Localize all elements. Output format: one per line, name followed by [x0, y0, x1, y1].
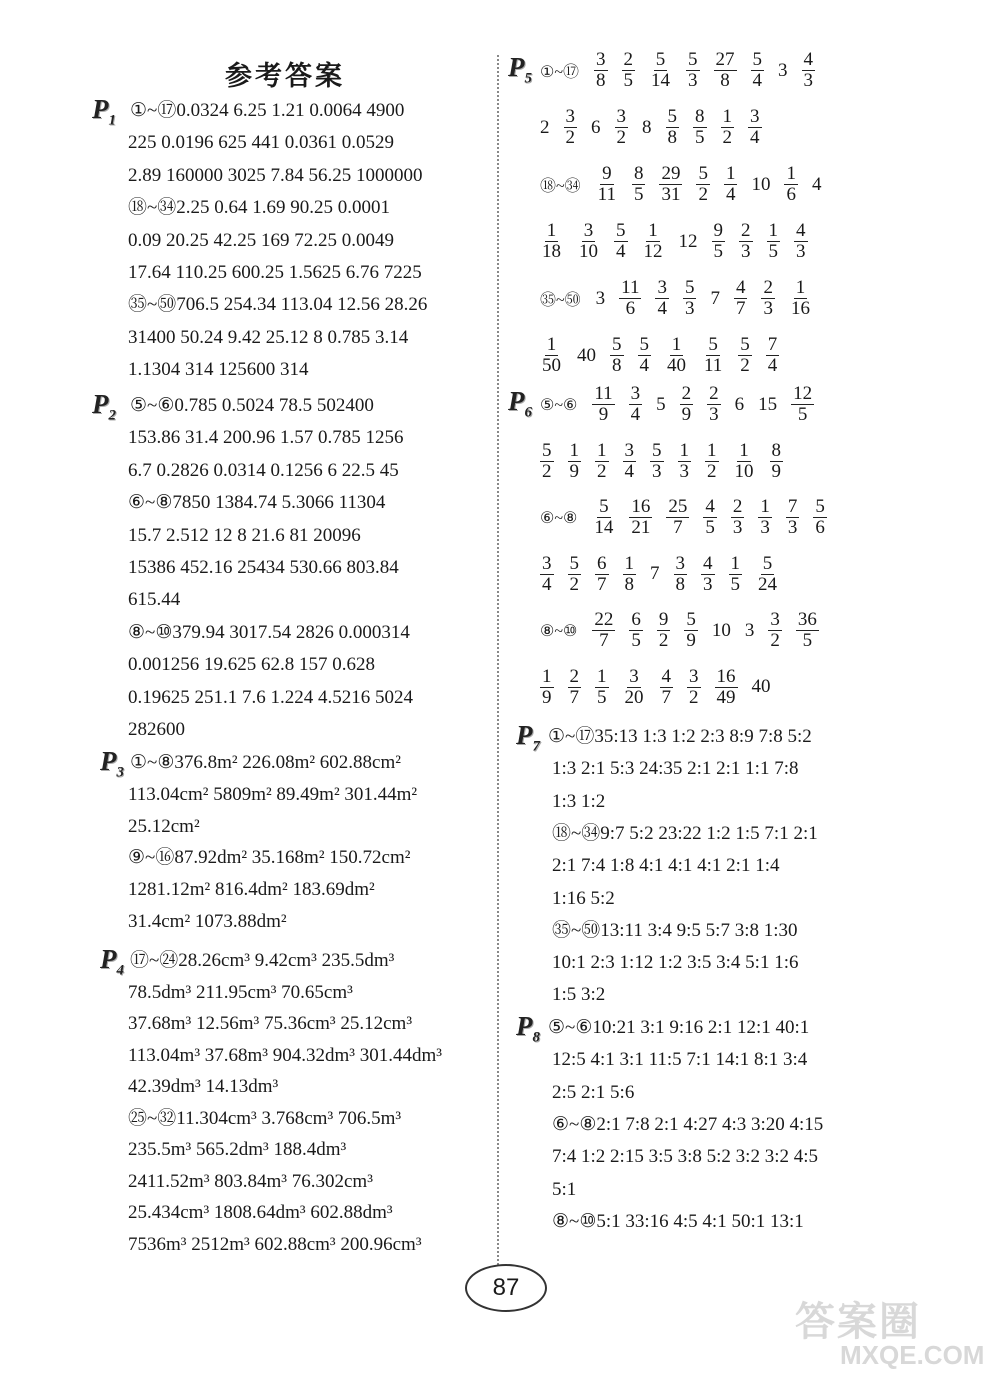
- fraction: 3 2: [565, 106, 575, 148]
- section-label-p1: $P_1$: [92, 94, 116, 129]
- fraction: 2 3: [709, 383, 719, 425]
- fraction-row: [540, 384, 814, 425]
- answer-line: 78.5dm³ 211.95cm³ 70.65cm³: [128, 981, 353, 1003]
- fraction: 4 3: [796, 220, 806, 262]
- answer-line: 225 0.0196 625 441 0.0361 0.0529: [128, 132, 394, 154]
- fraction: 3 4: [750, 106, 760, 148]
- whole-number: 40: [751, 676, 771, 697]
- fraction: 5 9: [686, 609, 696, 651]
- section-label-p8: $P_8$: [516, 1011, 540, 1046]
- fraction: 3 4: [630, 383, 641, 425]
- fraction: 5 4: [639, 334, 649, 376]
- answer-line: 15.7 2.512 12 8 21.6 81 20096: [128, 524, 361, 546]
- fraction-row: [540, 50, 815, 91]
- fraction: 5 2: [698, 163, 708, 205]
- answer-line: 153.86 31.4 200.96 1.57 0.785 1256: [128, 427, 404, 449]
- whole-number: 40: [577, 344, 596, 366]
- fraction: 2 3: [763, 277, 773, 319]
- answer-line: 2.89 160000 3025 7.84 56.25 1000000: [128, 164, 423, 186]
- range-marker: ①~⑰: [540, 64, 580, 81]
- answer-line: 0.19625 251.1 7.6 1.224 4.5216 5024: [128, 686, 413, 708]
- fraction: 1 5: [597, 665, 607, 708]
- answer-line: ①~⑰35:13 1:3 1:2 2:3 8:9 7:8 5:2: [548, 726, 812, 747]
- fraction: 22 7: [594, 609, 614, 651]
- answer-line: ①~⑰0.0324 6.25 1.21 0.0064 4900: [130, 100, 405, 121]
- watermark-logo: 答案圈: [795, 1299, 921, 1345]
- watermark-url: MXQE.COM: [840, 1340, 985, 1370]
- fraction: 5 2: [542, 439, 552, 482]
- whole-number: 3: [744, 619, 755, 641]
- fraction: 1 5: [730, 552, 740, 595]
- fraction: 1 50: [542, 334, 561, 376]
- fraction: 5 6: [815, 496, 825, 538]
- page-title: 参考答案: [225, 61, 345, 92]
- fraction: 11 6: [621, 277, 640, 319]
- fraction: 4 3: [803, 49, 814, 91]
- fraction: 6 7: [597, 552, 607, 595]
- answer-line: 31400 50.24 9.42 25.12 8 0.785 3.14: [128, 326, 409, 348]
- fraction: 5 2: [740, 334, 750, 376]
- fraction: 1 2: [707, 439, 717, 482]
- fraction-row: [540, 441, 783, 482]
- range-marker: ⑤~⑥: [540, 396, 578, 414]
- fraction: 5 3: [652, 439, 662, 482]
- answer-line: ㉕~㉜11.304cm³ 3.768cm³ 706.5m³: [128, 1107, 402, 1129]
- whole-number: 12: [678, 230, 698, 252]
- fraction: 5 8: [667, 106, 677, 148]
- whole-number: 3: [778, 59, 788, 81]
- fraction: 5 2: [569, 552, 579, 595]
- fraction: 1 8: [624, 552, 634, 595]
- answer-line: 7536m³ 2512m³ 602.88cm³ 200.96cm³: [128, 1233, 422, 1255]
- answer-line: 615.44: [128, 589, 181, 611]
- fraction: 5 14: [651, 49, 671, 91]
- fraction: 16 21: [631, 496, 651, 538]
- whole-number: 8: [642, 116, 652, 138]
- section-label-p3: $P_3$: [100, 746, 124, 781]
- fraction-row: [540, 335, 779, 376]
- answer-line: ⑥~⑧2:1 7:8 2:1 4:27 4:3 3:20 4:15: [552, 1113, 824, 1135]
- fraction: 4 7: [735, 277, 746, 319]
- whole-number: 5: [656, 393, 666, 415]
- fraction: 5 4: [616, 220, 626, 262]
- fraction: 25 7: [668, 496, 688, 538]
- fraction: 1 2: [722, 106, 732, 148]
- fraction: 3 10: [579, 220, 598, 262]
- page-number: 87: [465, 1264, 547, 1312]
- fraction: 1 16: [790, 277, 810, 319]
- whole-number: 3: [595, 287, 606, 309]
- fraction: 4 3: [703, 552, 713, 595]
- fraction: 2 3: [741, 220, 751, 262]
- answer-line: 0.09 20.25 42.25 169 72.25 0.0049: [128, 229, 394, 251]
- fraction: 11 9: [594, 383, 613, 425]
- range-marker: ⑱~㉞: [540, 178, 581, 195]
- fraction: 8 5: [633, 163, 644, 205]
- answer-line: 2:5 2:1 5:6: [552, 1081, 635, 1103]
- answer-line: 7:4 1:2 2:15 3:5 3:8 5:2 3:2 3:2 4:5: [552, 1146, 819, 1168]
- fraction: 3 2: [689, 665, 699, 708]
- answer-line: ⑰~㉔28.26cm³ 9.42cm³ 235.5dm³: [130, 950, 395, 971]
- whole-number: 4: [811, 173, 822, 195]
- fraction: 6 5: [631, 609, 641, 651]
- fraction: 4 5: [705, 496, 715, 538]
- range-marker: ⑧~⑩: [540, 622, 578, 640]
- fraction: 3 20: [624, 665, 644, 708]
- fraction-row: [540, 221, 808, 262]
- answer-line: 1:16 5:2: [552, 887, 615, 909]
- fraction: 1 3: [760, 496, 770, 538]
- whole-number: 2: [540, 116, 550, 138]
- range-marker: ㉟~㊿: [540, 292, 581, 309]
- fraction-row: [540, 497, 827, 538]
- whole-number: 6: [734, 393, 745, 415]
- answer-line: 12:5 4:1 3:1 11:5 7:1 14:1 8:1 3:4: [552, 1049, 808, 1071]
- fraction-row: [540, 107, 762, 148]
- answer-line: 2:1 7:4 1:8 4:1 4:1 4:1 2:1 1:4: [552, 855, 780, 877]
- fraction: 12 5: [793, 383, 813, 425]
- fraction: 1 3: [679, 439, 689, 482]
- section-label-p7: $P_7$: [516, 720, 540, 755]
- fraction: 5 3: [688, 49, 698, 91]
- fraction: 3 4: [657, 277, 667, 319]
- section-label-p5: $P_5$: [508, 52, 532, 87]
- whole-number: 10: [751, 173, 771, 195]
- fraction: 4 7: [661, 665, 671, 708]
- section-label-p4: $P_4$: [100, 944, 124, 979]
- fraction: 2 7: [569, 665, 579, 708]
- answer-line: 2411.52m³ 803.84m³ 76.302cm³: [128, 1170, 373, 1192]
- answer-line: 31.4cm² 1073.88dm²: [128, 911, 287, 932]
- answer-line: ⑧~⑩5:1 33:16 4:5 4:1 50:1 13:1: [552, 1210, 804, 1232]
- fraction-row: [540, 278, 812, 319]
- fraction: 1 12: [643, 220, 663, 262]
- section-label-p6: $P_6$: [508, 386, 532, 421]
- answer-line: ⑤~⑥10:21 3:1 9:16 2:1 12:1 40:1: [548, 1017, 810, 1038]
- fraction-row: [540, 554, 779, 595]
- range-marker: ⑥~⑧: [540, 509, 578, 527]
- fraction: 3 8: [596, 49, 606, 91]
- fraction: 3 2: [616, 106, 626, 148]
- fraction: 1 10: [734, 439, 754, 482]
- fraction: 5 4: [752, 49, 763, 91]
- answer-line: ⑥~⑧7850 1384.74 5.3066 11304: [128, 492, 386, 514]
- answer-line: ㉟~㊿706.5 254.34 113.04 12.56 28.26: [128, 294, 428, 316]
- fraction: 2 9: [681, 383, 692, 425]
- fraction: 3 2: [770, 609, 780, 651]
- fraction: 7 4: [767, 334, 778, 376]
- answer-line: 42.39dm³ 14.13dm³: [128, 1076, 279, 1097]
- answer-line: 1:3 1:2: [552, 790, 606, 812]
- fraction: 16 49: [716, 665, 736, 708]
- fraction: 7 3: [787, 496, 798, 538]
- fraction-row: [540, 164, 821, 205]
- fraction: 5 24: [758, 552, 777, 595]
- answer-line: 17.64 110.25 600.25 1.5625 6.76 7225: [128, 262, 422, 283]
- answer-line: 1:5 3:2: [552, 984, 606, 1006]
- fraction: 1 4: [725, 163, 736, 205]
- fraction: 5 11: [704, 334, 723, 376]
- answer-line: 15386 452.16 25434 530.66 803.84: [128, 557, 399, 578]
- whole-number: 7: [710, 287, 720, 309]
- fraction: 36 5: [797, 609, 817, 651]
- fraction: 9 11: [597, 163, 616, 205]
- whole-number: 7: [650, 563, 660, 584]
- answer-line: 25.12cm²: [128, 815, 200, 837]
- fraction: 3 4: [542, 552, 552, 595]
- answer-line: 37.68m³ 12.56m³ 75.36cm³ 25.12cm³: [128, 1013, 413, 1034]
- fraction: 1 9: [542, 665, 552, 708]
- answer-line: 6.7 0.2826 0.0314 0.1256 6 22.5 45: [128, 459, 399, 481]
- fraction: 5 14: [594, 496, 614, 538]
- fraction: 1 9: [569, 439, 579, 482]
- fraction-row: [540, 667, 771, 708]
- fraction: 1 18: [542, 220, 561, 262]
- fraction: 9 5: [713, 220, 723, 262]
- answer-line: ⑨~⑯87.92dm² 35.168m² 150.72cm²: [128, 847, 411, 869]
- whole-number: 10: [711, 619, 731, 641]
- answer-line: 1:3 2:1 5:3 24:35 2:1 2:1 1:1 7:8: [552, 758, 799, 780]
- answer-line: 282600: [128, 719, 185, 740]
- answer-line: 235.5m³ 565.2dm³ 188.4dm³: [128, 1139, 347, 1160]
- answer-line: 1.1304 314 125600 314: [128, 359, 309, 381]
- answer-line: ①~⑧376.8m² 226.08m² 602.88cm²: [130, 752, 401, 773]
- whole-number: 6: [591, 116, 601, 138]
- answer-line: ⑱~㉞9:7 5:2 23:22 1:2 1:5 7:1 2:1: [552, 822, 818, 844]
- whole-number: 15: [758, 393, 778, 415]
- fraction: 29 31: [661, 163, 681, 205]
- answer-line: 1281.12m² 816.4dm² 183.69dm²: [128, 879, 375, 901]
- answer-line: 25.434cm³ 1808.64dm³ 602.88dm³: [128, 1202, 393, 1223]
- answer-line: ⑧~⑩379.94 3017.54 2826 0.000314: [128, 621, 410, 643]
- fraction: 9 2: [658, 609, 669, 651]
- fraction: 3 4: [624, 439, 634, 482]
- answer-line: 10:1 2:3 1:12 1:2 3:5 3:4 5:1 1:6: [552, 952, 799, 974]
- fraction: 3 8: [675, 552, 685, 595]
- answer-line: 113.04m³ 37.68m³ 904.32dm³ 301.44dm³: [128, 1044, 442, 1066]
- answer-line: ⑤~⑥0.785 0.5024 78.5 502400: [130, 395, 374, 416]
- fraction: 2 3: [732, 496, 743, 538]
- answer-line: 5:1: [552, 1178, 577, 1200]
- fraction: 8 5: [695, 106, 705, 148]
- fraction: 5 3: [684, 277, 695, 319]
- column-divider: [497, 55, 499, 1265]
- fraction: 5 8: [612, 334, 622, 376]
- fraction: 8 9: [771, 439, 781, 482]
- answer-line: 0.001256 19.625 62.8 157 0.628: [128, 654, 375, 676]
- fraction: 2 5: [623, 49, 634, 91]
- fraction: 27 8: [715, 49, 735, 91]
- answer-line: ⑱~㉞2.25 0.64 1.69 90.25 0.0001: [128, 197, 391, 219]
- fraction: 1 2: [597, 439, 607, 482]
- fraction-row: [540, 610, 819, 651]
- answer-line: ㉟~㊿13:11 3:4 9:5 5:7 3:8 1:30: [552, 919, 798, 941]
- answer-line: 113.04cm² 5809m² 89.49m² 301.44m²: [128, 783, 418, 805]
- fraction: 1 40: [667, 334, 686, 376]
- fraction: 1 6: [786, 163, 796, 205]
- section-label-p2: $P_2$: [92, 389, 116, 424]
- fraction: 1 5: [768, 220, 778, 262]
